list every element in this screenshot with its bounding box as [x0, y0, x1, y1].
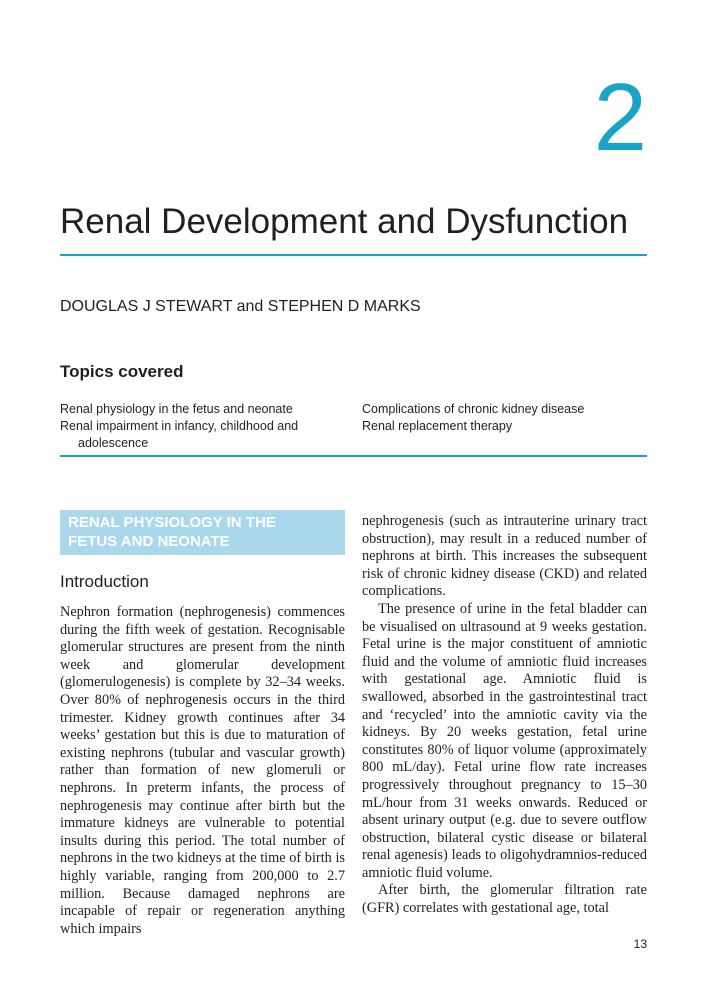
- topics-heading: Topics covered: [60, 362, 184, 381]
- body-column-left: [60, 604, 345, 938]
- body-paragraph: Nephron formation (nephrogenesis) commences during the fifth week of gestation. Recognisable glomerular structures are present from the ninth week and glomerular development (glomerulogenesis) is complete by 32–34 weeks. Over 80% of nephrogenesis occurs in the third trimester. Kidney growth continues after 34 weeks’ gestation but this is due to maturation of existing nephrons (tubular and vascular growth) rather than formation of new glomeruli or nephrons. In preterm infants, the process of nephrogenesis may continue after birth but the immature kidneys are vulnerable to potential insults during this period. The total number of nephrons in the two kidneys at the time of birth is highly variable, ranging from 200,000 to 2.7 million. Because damaged nephrons are incapable of repair or regeneration anything which impairs: [60, 604, 345, 937]
- section-heading-line: FETUS AND NEONATE: [68, 533, 230, 550]
- topic-item: Renal replacement therapy: [362, 419, 513, 433]
- topic-item: Renal impairment in infancy, childhood and: [60, 419, 299, 433]
- chapter-title: Renal Development and Dysfunction: [60, 202, 629, 241]
- body-paragraph: The presence of urine in the fetal bladder can be visualised on ultrasound at 9 weeks gestation. Fetal urine is the major constituent of amniotic fluid and the volume of amniotic fluid increases with gestational age. Amniotic fluid is swallowed, absorbed in the gastrointestinal tract and ‘recycled’ into the amniotic cavity via the kidneys. By 20 weeks gestation, fetal urine constitutes 80% of liquor volume (approximately 800 mL/day). Fetal urine flow rate increases progressively throughout pregnancy to 15–30 mL/hour from 31 weeks onwards. Reduced or absent urinary output (e.g. due to severe outflow obstruction, bilateral cystic disease or bilateral renal agenesis) leads to oligohydramnios-reduced amniotic fluid volume.: [362, 600, 647, 881]
- topics-rule: [60, 455, 647, 457]
- topics-list-left: [60, 401, 298, 452]
- body-column-right: [362, 513, 647, 918]
- chapter-authors: DOUGLAS J STEWART and STEPHEN D MARKS: [60, 298, 421, 315]
- body-paragraph: nephrogenesis (such as intrauterine urinary tract obstruction), may result in a reduced number of nephrons at birth. This increases the subsequent risk of chronic kidney disease (CKD) and related complications.: [362, 513, 647, 600]
- section-banner: [60, 510, 345, 555]
- topic-item-continuation: adolescence: [78, 436, 149, 450]
- topic-item: Complications of chronic kidney disease: [362, 402, 585, 416]
- title-rule: [60, 254, 647, 256]
- body-paragraph: After birth, the glomerular filtration rate (GFR) correlates with gestational age, total: [362, 882, 647, 917]
- topic-item: Renal physiology in the fetus and neonate: [60, 402, 293, 416]
- subheading-introduction: Introduction: [60, 572, 149, 591]
- page-number: 13: [633, 937, 647, 951]
- section-heading-line: RENAL PHYSIOLOGY IN THE: [68, 514, 276, 531]
- section-heading: [68, 513, 338, 551]
- chapter-number: 2: [593, 64, 647, 171]
- topics-list-right: [362, 401, 584, 435]
